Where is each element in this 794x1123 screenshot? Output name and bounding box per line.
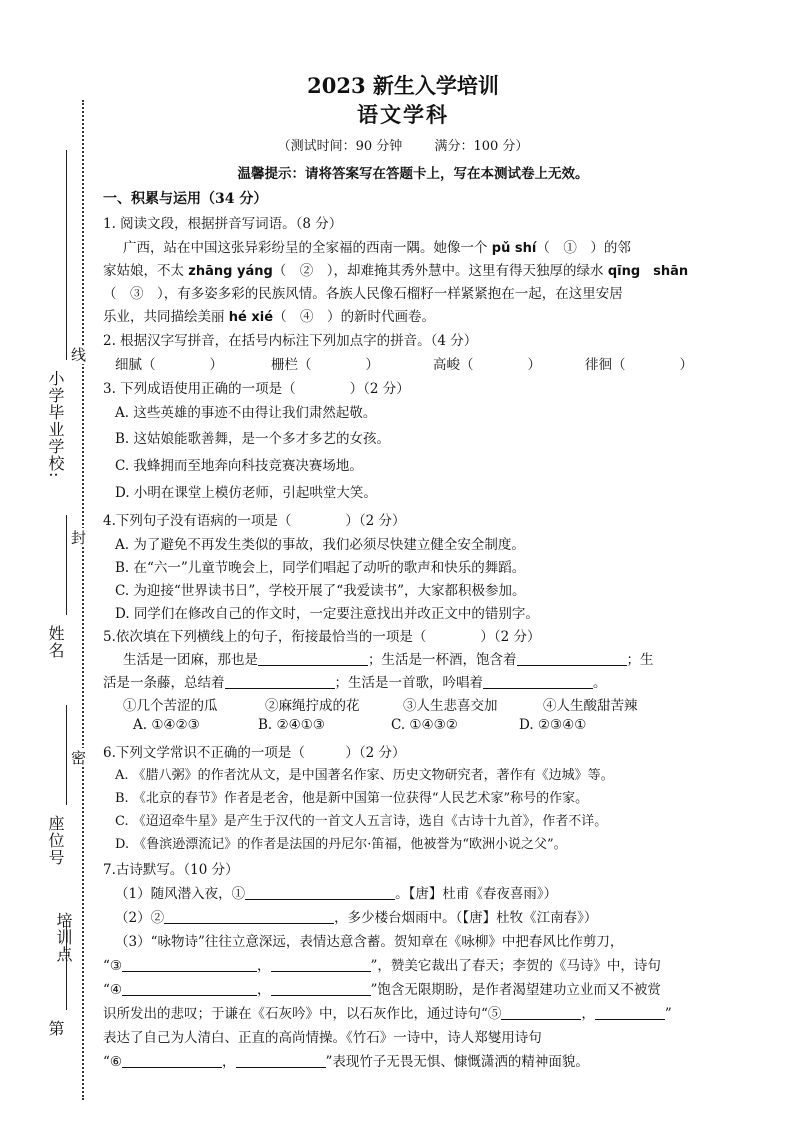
- q7-blank-6b[interactable]: [236, 1053, 326, 1068]
- pinyin-4: hé xié: [228, 310, 274, 325]
- q7-blank-3b[interactable]: [271, 957, 371, 972]
- exam-time: （测试时间：90 分钟: [277, 139, 403, 154]
- binding-margin: [0, 0, 90, 1123]
- section-heading: 一、积累与运用（34 分）: [103, 191, 268, 207]
- name-label: 姓名: [46, 625, 65, 659]
- q1-line-3: （ ③ ），有多姿多彩的民族风情。各族人民像石榴籽一样紧紧抱在一起，在这里安居: [103, 286, 623, 302]
- q5-option-c: C. ①④③②: [391, 717, 458, 733]
- seal-mark-mi: 密: [69, 750, 87, 765]
- q3-stem: 3. 下列成语使用正确的一项是（ ）（2 分）: [103, 381, 410, 397]
- q5-choice-3: ③人生悲喜交加: [403, 698, 498, 714]
- exam-meta: [103, 135, 703, 154]
- exam-subject: 语文学科: [357, 102, 449, 127]
- q5-option-a: A. ①④②③: [133, 717, 200, 733]
- q7-blank-5a[interactable]: [501, 1005, 581, 1020]
- q7-line-5: “④ ， ”饱含无限期盼，是作者渴望建功立业而又不被赏: [103, 982, 661, 998]
- q2-word-4: 徘徊（ ）: [585, 357, 693, 373]
- q5-stem: 5.依次填在下列横线上的句子，衔接最恰当的一项是（ ）（2 分）: [103, 629, 541, 645]
- q6-option-c: C. 《迢迢牵牛星》是产生于汉代的一首文人五言诗，选自《古诗十九首》，作者不详。: [115, 814, 608, 829]
- point-label: 培训点: [54, 912, 73, 963]
- q7-sub-1: （1）随风潜入夜，① 。【唐】杜甫《春夜喜雨》）: [115, 886, 558, 902]
- q5-option-b: B. ②④①③: [258, 717, 325, 733]
- q2-stem: 2. 根据汉字写拼音，在括号内标注下列加点字的拼音。（4 分）: [103, 333, 478, 349]
- q7-blank-4b[interactable]: [271, 981, 371, 996]
- q4-stem: 4.下列句子没有语病的一项是（ ）（2 分）: [103, 513, 406, 529]
- q2-word-3: 高峻（ ）: [433, 357, 541, 373]
- q5-option-d: D. ②③④①: [519, 717, 587, 733]
- name-write-line: [66, 515, 67, 615]
- q7-line-7: 表达了自己为人清白、正直的高尚情操。《竹石》一诗中，诗人郑燮用诗句: [103, 1030, 542, 1046]
- pinyin-2: zhāng yáng: [188, 264, 273, 279]
- q5-line-2: 活是一条藤，总结着 ；生活是一首歌，吟唱着 。: [103, 675, 607, 691]
- seat-write-line: [66, 705, 67, 805]
- q5-blank-1[interactable]: [258, 651, 368, 666]
- q3-option-b: B. 这姑娘能歌善舞，是一个多才多艺的女孩。: [115, 431, 391, 447]
- q5-choice-2: ②麻绳拧成的花: [265, 698, 360, 714]
- seal-mark-xian: 线: [69, 347, 87, 362]
- q7-blank-4a[interactable]: [122, 981, 257, 996]
- exam-title: 2023 新生入学培训: [307, 73, 499, 98]
- q2-word-1: 细腻（ ）: [115, 357, 223, 373]
- room-label: 第: [46, 1020, 65, 1037]
- q6-option-b: B. 《北京的春节》作者是老舍，他是新中国第一位获得“人民艺术家”称号的作家。: [115, 791, 589, 806]
- q7-sub-2: （2）② ，多少楼台烟雨中。（【唐】杜牧《江南春》）: [115, 910, 598, 926]
- q7-line-6: 识所发出的悲叹；于谦在《石灰吟》中，以石灰作比，通过诗句“⑤ ， ”: [103, 1006, 672, 1022]
- q1-line-4: 乐业，共同描绘美丽 hé xié（ ④ ）的新时代画卷。: [103, 309, 436, 325]
- q5-blank-4[interactable]: [483, 674, 593, 689]
- q5-choice-1: ①几个苦涩的瓜: [123, 698, 218, 714]
- pinyin-3: qīng shān: [607, 264, 689, 279]
- seal-dotted-line: [82, 100, 84, 1100]
- exam-score: 满分：100 分）: [434, 139, 529, 154]
- q7-blank-5b[interactable]: [595, 1005, 665, 1020]
- q2-word-2: 栅栏（ ）: [271, 357, 379, 373]
- pinyin-1: pǔ shí: [491, 241, 537, 256]
- q1-line-1: 广西，站在中国这张异彩纷呈的全家福的西南一隅。她像一个 pǔ shí（ ① ）的邻: [123, 240, 631, 256]
- q3-option-a: A. 这些英雄的事迹不由得让我们肃然起敬。: [115, 405, 377, 421]
- q4-option-a: A. 为了避免不再发生类似的事故，我们必须尽快建立健全安全制度。: [115, 537, 525, 553]
- q3-option-c: C. 我蜂拥而至地奔向科技竞赛决赛场地。: [115, 458, 363, 474]
- q7-line-8: “⑥ ， ”表现竹子无畏无惧、慷慨潇洒的精神面貌。: [103, 1054, 589, 1070]
- q4-option-c: C. 为迎接“世界读书日”，学校开展了“我爱读书”，大家都积极参加。: [115, 583, 526, 599]
- exam-tip: 温馨提示：请将答案写在答题卡上，写在本测试卷上无效。: [237, 166, 589, 182]
- q6-option-a: A. 《腊八粥》的作者沈从文，是中国著名作家、历史文物研究者，著作有《边城》等。: [115, 768, 614, 783]
- q7-blank-1[interactable]: [245, 885, 395, 900]
- q7-sub-3: （3）“咏物诗”往往立意深远，表情达意含蓄。贺知章在《咏柳》中把春风比作剪刀，: [115, 934, 624, 950]
- q6-stem: 6.下列文学常识不正确的一项是（ ）（2 分）: [103, 745, 406, 761]
- q7-line-4: “③ ， ”，赞美它裁出了春天；李贺的《马诗》中，诗句: [103, 958, 661, 974]
- q5-choice-4: ④人生酸甜苦辣: [543, 698, 638, 714]
- q5-blank-3[interactable]: [225, 674, 335, 689]
- school-write-line: [66, 150, 67, 360]
- q6-option-d: D. 《鲁滨逊漂流记》的作者是法国的丹尼尔·笛福，他被誉为“欧洲小说之父”。: [115, 837, 567, 852]
- q1-line-2: 家姑娘，不太 zhāng yáng（ ② ），却难掩其秀外慧中。这里有得天独厚的绿水 qīng shān: [103, 263, 689, 279]
- seat-label: 座位号: [46, 815, 65, 866]
- q3-option-d: D. 小明在课堂上模仿老师，引起哄堂大笑。: [115, 485, 377, 501]
- seal-mark-feng: 封: [69, 530, 87, 545]
- q7-stem: 7.古诗默写。（10 分）: [103, 862, 239, 878]
- q5-blank-2[interactable]: [517, 651, 627, 666]
- q5-line-1: 生活是一团麻，那也是 ；生活是一杯酒，饱含着 ；生: [123, 652, 654, 668]
- q1-stem: 1. 阅读文段，根据拼音写词语。（8 分）: [103, 216, 343, 232]
- q7-blank-3a[interactable]: [122, 957, 257, 972]
- q7-blank-2[interactable]: [164, 909, 334, 924]
- school-label: 小学毕业学校:: [46, 370, 65, 479]
- q7-blank-6a[interactable]: [122, 1053, 222, 1068]
- q4-option-b: B. 在“六一”儿童节晚会上，同学们唱起了动听的歌声和快乐的舞蹈。: [115, 560, 526, 576]
- q4-option-d: D. 同学们在修改自己的作文时，一定要注意找出并改正文中的错别字。: [115, 606, 539, 622]
